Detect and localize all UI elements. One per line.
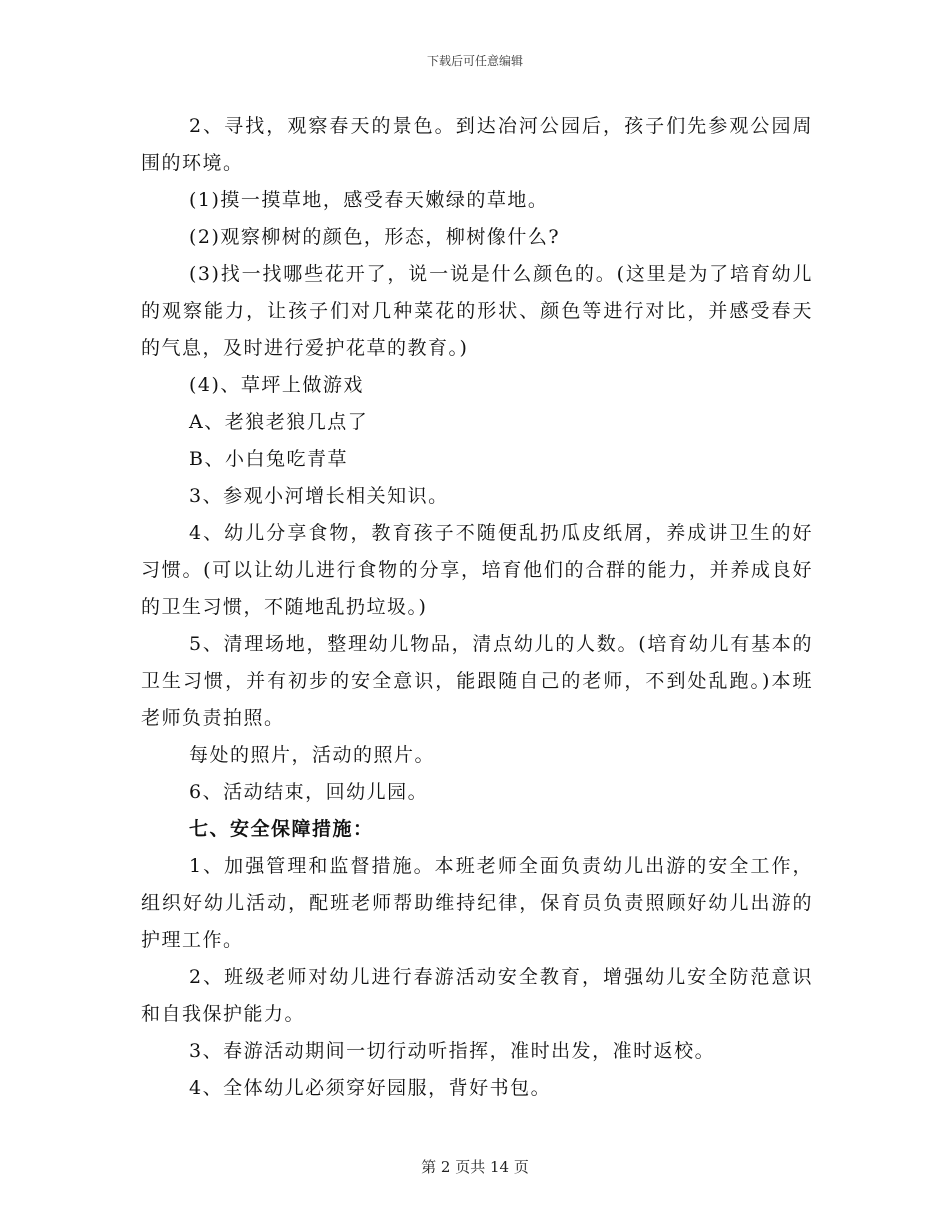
paragraph-sub-1: (1)摸一摸草地，感受春天嫩绿的草地。	[189, 189, 549, 211]
paragraph-step-4: 4、幼儿分享食物，教育孩子不随便乱扔瓜皮纸屑，养成讲卫生的好习惯。(可以让幼儿进行食物的分享，培育他们的合群的能力，并养成良好的卫生习惯，不随地乱扔垃圾。)	[141, 522, 813, 618]
paragraph-game-a: A、老狼老狼几点了	[189, 411, 369, 433]
paragraph-safety-1: 1、加强管理和监督措施。本班老师全面负责幼儿出游的安全工作，组织好幼儿活动，配班老师帮助维持纪律，保育员负责照顾好幼儿出游的护理工作。	[141, 855, 813, 951]
page-number-footer: 第 2 页共 14 页	[421, 1158, 529, 1176]
paragraph-safety-2: 2、班级老师对幼儿进行春游活动安全教育，增强幼儿安全防范意识和自我保护能力。	[141, 966, 813, 1025]
paragraph-sub-2: (2)观察柳树的颜色，形态，柳树像什么?	[189, 226, 561, 248]
paragraph-game-b: B、小白兔吃青草	[189, 448, 348, 470]
page-header-note: 下载后可任意编辑	[426, 54, 523, 68]
paragraph-sub-4: (4)、草坪上做游戏	[189, 374, 364, 396]
paragraph-photos: 每处的照片，活动的照片。	[189, 744, 436, 766]
paragraph-step-5: 5、清理场地，整理幼儿物品，清点幼儿的人数。(培育幼儿有基本的卫生习惯，并有初步的安全意识，能跟随自己的老师，不到处乱跑。)本班老师负责拍照。	[141, 633, 813, 729]
paragraph-safety-4: 4、全体幼儿必须穿好园服，背好书包。	[189, 1077, 552, 1099]
paragraph-step-2: 2、寻找，观察春天的景色。到达冶河公园后，孩子们先参观公园周围的环境。	[141, 115, 813, 174]
paragraph-sub-3: (3)找一找哪些花开了，说一说是什么颜色的。(这里是为了培育幼儿的观察能力，让孩子们对几种菜花的形状、颜色等进行对比，并感受春天的气息，及时进行爱护花草的教育。)	[141, 263, 813, 359]
paragraph-safety-3: 3、春游活动期间一切行动听指挥，准时出发，准时返校。	[189, 1040, 716, 1062]
section-heading-safety: 七、安全保障措施：	[189, 818, 374, 840]
paragraph-step-3: 3、参观小河增长相关知识。	[189, 485, 449, 507]
document-body	[141, 108, 813, 1107]
paragraph-step-6: 6、活动结束，回幼儿园。	[189, 781, 429, 803]
